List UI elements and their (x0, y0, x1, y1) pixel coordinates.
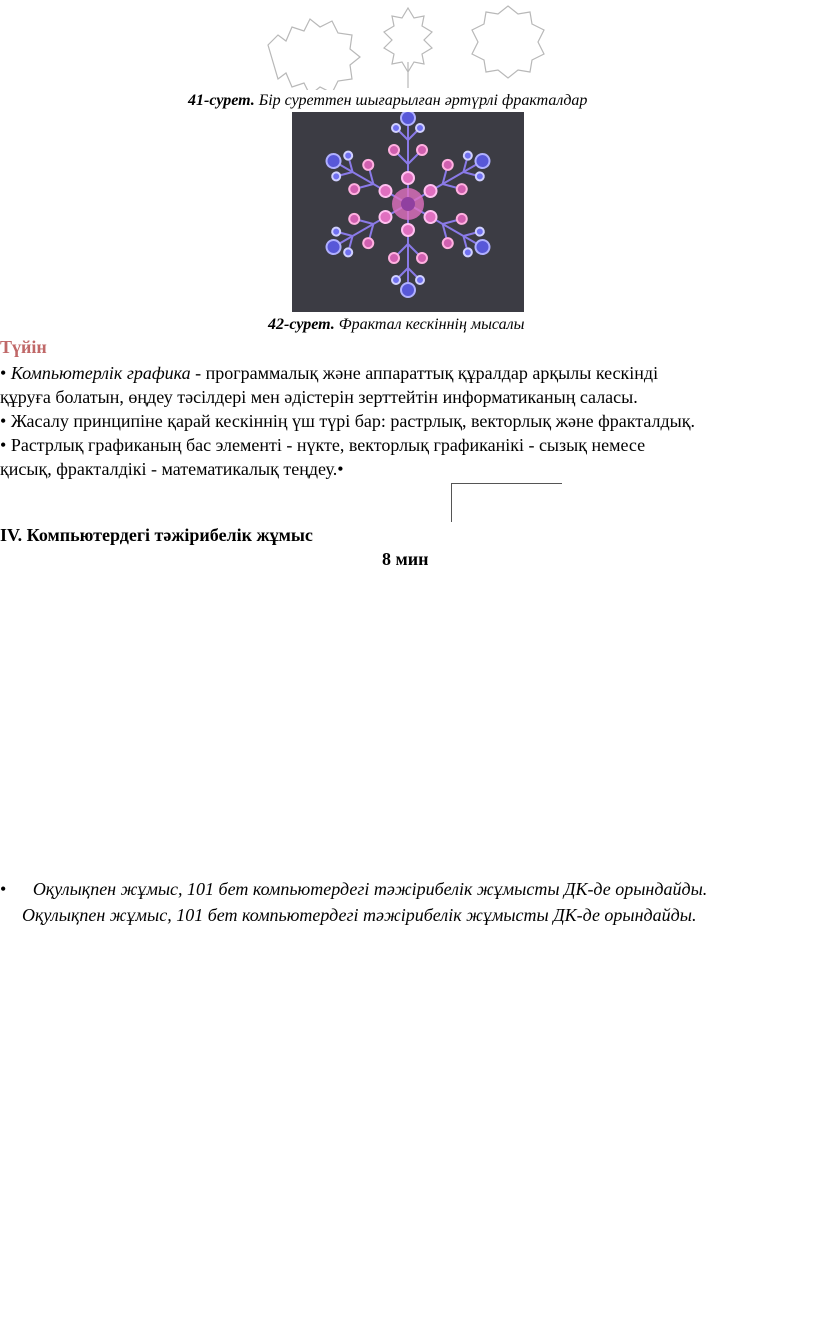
bullet-symbol: • (0, 411, 7, 431)
task-line-1 (0, 879, 707, 900)
task-line-2: Оқулықпен жұмыс, 101 бет компьютердегі тәжірибелік жұмысты ДК-де орындайды. (22, 905, 697, 925)
koch-curve-3 (472, 6, 544, 78)
bullet-1-text: - программалық және аппараттық құралдар арқылы кескінді (190, 363, 659, 383)
section-time: 8 мин (382, 549, 429, 569)
figure-41-caption (188, 92, 587, 110)
summary-heading: Түйін (0, 337, 47, 357)
table-corner-lines (451, 483, 562, 522)
summary-bullet-2 (0, 409, 695, 433)
bullet-symbol: • (337, 459, 344, 479)
figure-42-number: 42-сурет. (268, 316, 335, 333)
bullet-2-text: Жасалу принципіне қарай кескіннің үш түрі бар: растрлық, векторлық және фракталдық. (10, 411, 696, 431)
summary-bullet-1-line-2: құруға болатын, өңдеу тәсілдері мен әдістерін зерттейтін информатиканың саласы. (0, 387, 638, 407)
figure-42-caption-text: Фрактал кескіннің мысалы (338, 316, 525, 333)
koch-curve-1 (268, 19, 360, 90)
figure-42-image (292, 112, 524, 312)
figure-41-image (258, 0, 558, 90)
figure-41-caption-text: Бір суреттен шығарылған әртүрлі фракталдар (258, 92, 588, 109)
fractal-snowflake (292, 112, 524, 312)
bullet-symbol: • (0, 435, 7, 455)
bullet-1-term: Компьютерлік графика (10, 363, 191, 383)
figure-42-caption (268, 316, 524, 334)
task-text-1: Оқулықпен жұмыс, 101 бет компьютердегі тәжірибелік жұмысты ДК-де орындайды. (32, 879, 708, 899)
summary-bullet-1 (0, 361, 658, 385)
summary-bullet-3 (0, 433, 645, 457)
koch-curve-2 (384, 8, 432, 88)
section-title: IV. Компьютердегі тәжірибелік жұмыс (0, 525, 313, 545)
figure-41-number: 41-сурет. (188, 92, 255, 109)
bullet-symbol: • (0, 879, 7, 899)
bullet-3-text: Растрлық графиканың бас элементі - нүкте, векторлық графиканікі - сызық немесе (10, 435, 646, 455)
bullet-symbol: • (0, 363, 7, 383)
summary-bullet-3-line-2 (0, 457, 344, 481)
bullet-3-text-line-2: қисық, фракталдікі - математикалық теңдеу. (0, 459, 338, 479)
